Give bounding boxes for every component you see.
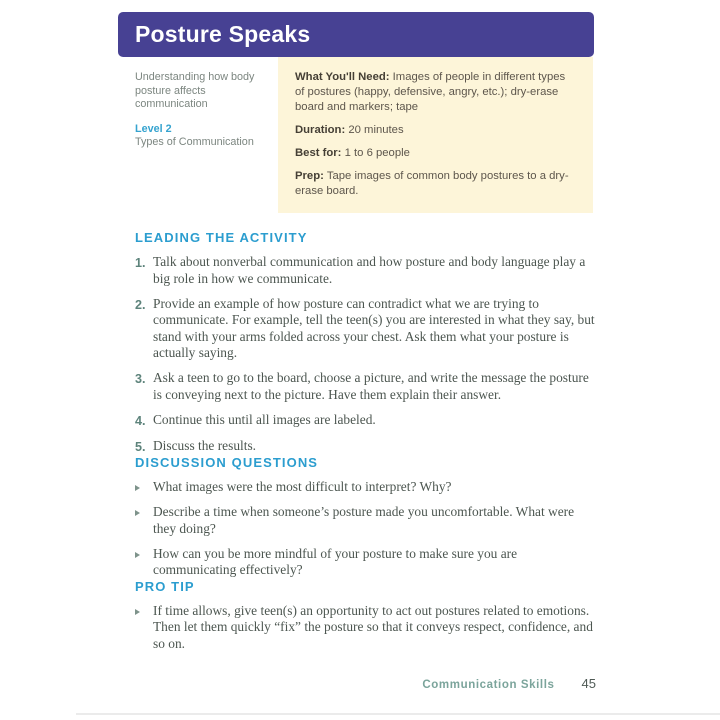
step-item: [135, 254, 595, 287]
materials-best-for-text: 1 to 6 people: [344, 147, 410, 159]
question-text: How can you be more mindful of your posture to make sure you are communicating effectively?: [153, 545, 518, 577]
bullet-marker: [135, 546, 153, 579]
bullet-arrow-icon: [135, 485, 140, 491]
discussion-questions-heading: DISCUSSION QUESTIONS: [135, 455, 319, 470]
bullet-marker: [135, 603, 153, 653]
pro-tip-heading: PRO TIP: [135, 578, 195, 594]
main-content: [135, 230, 595, 652]
bullet-marker: [135, 479, 153, 496]
bullet-arrow-icon: [135, 510, 140, 516]
materials-duration: [295, 123, 576, 138]
materials-what-you-need-text: Images of people in different types of postures (happy, defensive, angry, etc.); dry-erase board and markers; tape: [295, 71, 566, 113]
question-item: [135, 479, 595, 496]
step-item: [135, 296, 595, 362]
step-text: Provide an example of how posture can contradict what we are trying to communicate. For example, tell the teen(s) you are interested in what they say, but stand with your arms folded across your chest. Ask them what your posture is actually saying.: [153, 295, 595, 360]
question-text: Describe a time when someone’s posture made you uncomfortable. What were they doing?: [153, 504, 575, 536]
step-number: 2.: [135, 297, 146, 312]
tip-item: [135, 603, 595, 653]
bullet-arrow-icon: [135, 552, 140, 558]
materials-best-for-label: Best for:: [295, 147, 342, 159]
footer-section-name: Communication Skills: [422, 679, 555, 691]
title-banner: [118, 12, 594, 57]
materials-duration-text: 20 minutes: [348, 124, 404, 136]
step-text: Talk about nonverbal communication and how posture and body language play a big role in how we communicate.: [153, 254, 586, 286]
step-item: [135, 412, 595, 430]
bullet-marker: [135, 504, 153, 537]
page-footer: [422, 676, 596, 691]
activity-level: Level 2: [135, 122, 172, 135]
step-text: Continue this until all images are labeled.: [153, 411, 376, 427]
step-number: 5.: [135, 439, 146, 454]
materials-best-for: [295, 146, 576, 161]
page-title: Posture Speaks: [135, 21, 311, 47]
question-item: [135, 504, 595, 537]
activity-objective: Understanding how body posture affects communication: [135, 71, 255, 110]
materials-what-you-need-label: What You'll Need:: [295, 71, 390, 83]
materials-box: [278, 57, 593, 213]
pro-tip-list: [135, 603, 595, 653]
step-text: Discuss the results.: [153, 437, 257, 453]
materials-what-you-need: [295, 70, 576, 115]
activity-category: Types of Communication: [135, 136, 254, 148]
materials-prep-text: Tape images of common body postures to a dry-erase board.: [295, 170, 569, 197]
step-item: [135, 370, 595, 403]
step-text: Ask a teen to go to the board, choose a picture, and write the message the posture is conveying next to the picture. Have them explain their answer.: [153, 370, 589, 402]
step-number: 3.: [135, 372, 146, 386]
materials-prep: [295, 169, 576, 199]
discussion-questions-list: [135, 479, 595, 579]
step-item: [135, 438, 595, 456]
step-number: 4.: [135, 413, 146, 428]
question-item: [135, 546, 595, 579]
question-text: What images were the most difficult to interpret? Why?: [153, 479, 452, 494]
bullet-arrow-icon: [135, 609, 140, 615]
step-number: 1.: [135, 256, 146, 270]
leading-the-activity-steps: [135, 254, 595, 455]
leading-the-activity-heading: LEADING THE ACTIVITY: [135, 230, 308, 245]
footer-page-number: 45: [581, 676, 596, 691]
tip-text: If time allows, give teen(s) an opportunity to act out postures related to emotions. Then let them quickly “fix” the posture so that it conveys respect, confidence, and so on.: [153, 602, 593, 651]
materials-duration-label: Duration:: [295, 124, 346, 136]
page-bottom-edge-divider: [76, 713, 720, 715]
activity-sidebar: [135, 71, 273, 150]
materials-prep-label: Prep:: [295, 170, 324, 182]
